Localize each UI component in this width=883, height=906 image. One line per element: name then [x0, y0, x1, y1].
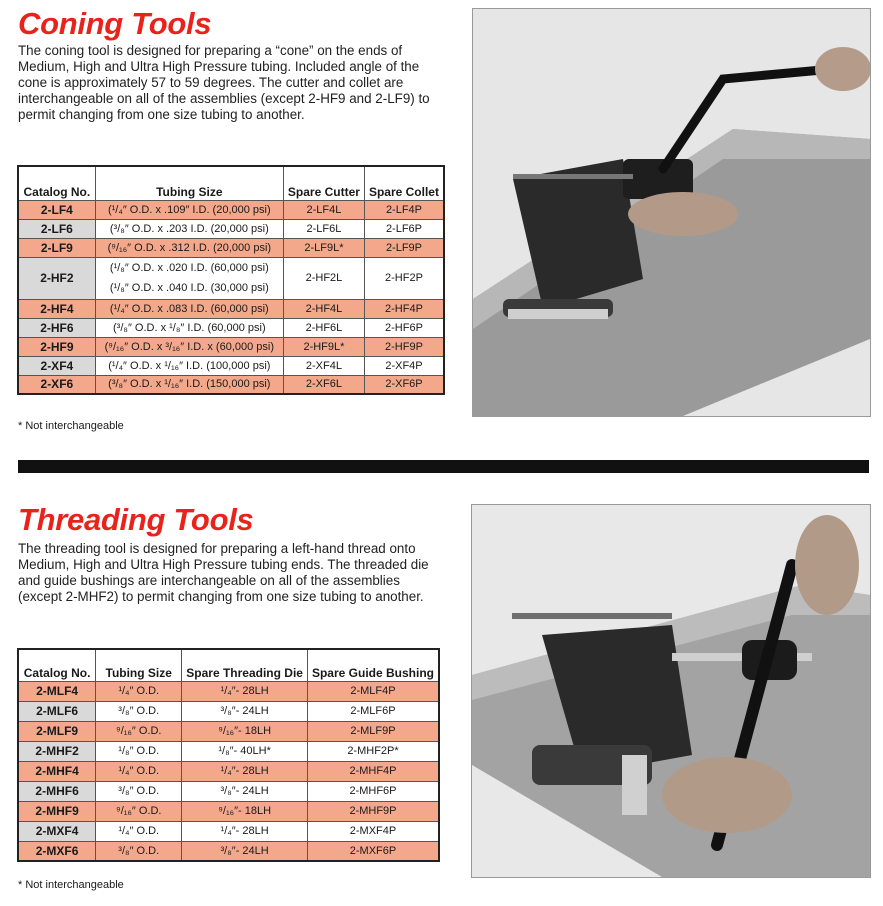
catalog-cell: 2-XF6	[18, 375, 95, 394]
catalog-cell: 2-LF6	[18, 219, 95, 238]
spare-cutter-cell: 2-XF4L	[283, 356, 364, 375]
table-row	[18, 356, 444, 375]
threading-die-cell: ³/₈″- 24LH	[182, 781, 308, 801]
guide-bushing-cell: 2-MLF9P	[307, 721, 439, 741]
threading-footnote: * Not interchangeable	[18, 879, 124, 891]
guide-bushing-cell: 2-MXF6P	[307, 841, 439, 861]
spare-collet-cell: 2-LF6P	[364, 219, 444, 238]
section-divider	[18, 460, 869, 473]
catalog-cell: 2-HF4	[18, 299, 95, 318]
guide-bushing-cell: 2-MHF9P	[307, 801, 439, 821]
catalog-cell: 2-HF2	[18, 257, 95, 299]
spare-cutter-cell: 2-LF6L	[283, 219, 364, 238]
table-row	[18, 200, 444, 219]
tubing-size-cell: ¹/₄″ O.D.	[96, 761, 182, 781]
spare-collet-cell: 2-XF4P	[364, 356, 444, 375]
threading-die-cell: ¹/₄″- 28LH	[182, 681, 308, 701]
table-row	[18, 821, 439, 841]
catalog-cell: 2-HF9	[18, 337, 95, 356]
table-row	[18, 257, 444, 299]
tubing-size-cell: (³/₈″ O.D. x ¹/₁₆″ I.D. (150,000 psi)	[95, 375, 283, 394]
table-row	[18, 238, 444, 257]
tubing-size-cell: (⁹/₁₆″ O.D. x .312 I.D. (20,000 psi)	[95, 238, 283, 257]
catalog-cell: 2-MXF4	[18, 821, 96, 841]
catalog-cell: 2-MXF6	[18, 841, 96, 861]
tubing-size-line: (¹/₈″ O.D. x .040 I.D. (30,000 psi)	[109, 282, 269, 294]
table-row	[18, 841, 439, 861]
tubing-size-cell: ⁹/₁₆″ O.D.	[96, 801, 182, 821]
spare-cutter-cell: 2-HF2L	[283, 257, 364, 299]
guide-bushing-cell: 2-MXF4P	[307, 821, 439, 841]
tubing-size-cell: ³/₈″ O.D.	[96, 781, 182, 801]
tubing-size-cell: (¹/₄″ O.D. x ¹/₁₆″ I.D. (100,000 psi)	[95, 356, 283, 375]
table-row	[18, 337, 444, 356]
threading-tool-photo	[471, 504, 871, 878]
threading-spec-table	[17, 648, 440, 862]
table-row	[18, 219, 444, 238]
spare-cutter-cell: 2-XF6L	[283, 375, 364, 394]
header-spare-collet: Spare Collet	[364, 166, 444, 200]
tubing-size-cell	[95, 257, 283, 299]
spare-collet-cell: 2-XF6P	[364, 375, 444, 394]
spare-collet-cell: 2-LF4P	[364, 200, 444, 219]
coning-spec-table	[17, 165, 445, 395]
tubing-size-cell: ¹/₈″ O.D.	[96, 741, 182, 761]
spare-cutter-cell: 2-HF6L	[283, 318, 364, 337]
table-row	[18, 801, 439, 821]
tubing-size-cell: ³/₈″ O.D.	[96, 701, 182, 721]
spare-collet-cell: 2-HF2P	[364, 257, 444, 299]
table-row	[18, 701, 439, 721]
coning-description: The coning tool is designed for preparing a “cone” on the ends of Medium, High and Ultra High Pressure tubing. Included angle of the cone is approximately 57 to 59 degrees. The cutter and collet are interchangeable on all of the assemblies (except 2-HF9 and 2-LF9) to permit changing from one size tubing to another.	[18, 43, 430, 122]
tubing-size-cell: ¹/₄″ O.D.	[96, 681, 182, 701]
table-row	[18, 299, 444, 318]
catalog-cell: 2-HF6	[18, 318, 95, 337]
threading-die-cell: ¹/₄″- 28LH	[182, 821, 308, 841]
threading-die-cell: ¹/₄″- 28LH	[182, 761, 308, 781]
tubing-size-cell: (³/₈″ O.D. x .203 I.D. (20,000 psi)	[95, 219, 283, 238]
guide-bushing-cell: 2-MLF6P	[307, 701, 439, 721]
guide-bushing-cell: 2-MHF4P	[307, 761, 439, 781]
table-row	[18, 318, 444, 337]
catalog-cell: 2-LF4	[18, 200, 95, 219]
catalog-cell: 2-MLF4	[18, 681, 96, 701]
header-tubing-size: Tubing Size	[95, 166, 283, 200]
threading-die-cell: ⁹/₁₆″- 18LH	[182, 721, 308, 741]
header-catalog-no: Catalog No.	[18, 649, 96, 681]
catalog-cell: 2-MHF4	[18, 761, 96, 781]
guide-bushing-cell: 2-MLF4P	[307, 681, 439, 701]
threading-die-cell: ³/₈″- 24LH	[182, 701, 308, 721]
header-spare-threading-die: Spare Threading Die	[182, 649, 308, 681]
catalog-cell: 2-MHF2	[18, 741, 96, 761]
header-tubing-size: Tubing Size	[96, 649, 182, 681]
spare-collet-cell: 2-HF6P	[364, 318, 444, 337]
spare-cutter-cell: 2-HF9L*	[283, 337, 364, 356]
spare-collet-cell: 2-HF4P	[364, 299, 444, 318]
table-row	[18, 681, 439, 701]
table-row	[18, 741, 439, 761]
table-row	[18, 375, 444, 394]
threading-die-cell: ¹/₈″- 40LH*	[182, 741, 308, 761]
table-row	[18, 721, 439, 741]
threading-die-cell: ⁹/₁₆″- 18LH	[182, 801, 308, 821]
threading-description: The threading tool is designed for preparing a left-hand thread onto Medium, High and Ultra High Pressure tubing ends. The threaded die and guide bushings are interchangeable on all of the assemblies (except 2-MHF2) to permit changing from one size tubing to another.	[18, 541, 429, 604]
threading-die-cell: ³/₈″- 24LH	[182, 841, 308, 861]
guide-bushing-cell: 2-MHF2P*	[307, 741, 439, 761]
catalog-cell: 2-MHF9	[18, 801, 96, 821]
coning-tool-photo	[472, 8, 871, 417]
catalog-cell: 2-MLF9	[18, 721, 96, 741]
tubing-size-cell: ⁹/₁₆″ O.D.	[96, 721, 182, 741]
tubing-size-line: (¹/₈″ O.D. x .020 I.D. (60,000 psi)	[109, 262, 269, 274]
table-row	[18, 781, 439, 801]
coning-footnote: * Not interchangeable	[18, 420, 124, 432]
spare-cutter-cell: 2-LF4L	[283, 200, 364, 219]
guide-bushing-cell: 2-MHF6P	[307, 781, 439, 801]
catalog-cell: 2-LF9	[18, 238, 95, 257]
tubing-size-cell: (¹/₄″ O.D. x .109″ I.D. (20,000 psi)	[95, 200, 283, 219]
tubing-size-cell: ¹/₄″ O.D.	[96, 821, 182, 841]
spare-collet-cell: 2-LF9P	[364, 238, 444, 257]
spare-cutter-cell: 2-LF9L*	[283, 238, 364, 257]
coning-title: Coning Tools	[18, 6, 212, 41]
table-row	[18, 761, 439, 781]
spare-cutter-cell: 2-HF4L	[283, 299, 364, 318]
threading-title: Threading Tools	[18, 502, 254, 537]
header-spare-guide-bushing: Spare Guide Bushing	[307, 649, 439, 681]
spare-collet-cell: 2-HF9P	[364, 337, 444, 356]
tubing-size-cell: (¹/₄″ O.D. x .083 I.D. (60,000 psi)	[95, 299, 283, 318]
catalog-cell: 2-MHF6	[18, 781, 96, 801]
header-spare-cutter: Spare Cutter	[283, 166, 364, 200]
tubing-size-cell: (³/₈″ O.D. x ¹/₈″ I.D. (60,000 psi)	[95, 318, 283, 337]
tubing-size-cell: ³/₈″ O.D.	[96, 841, 182, 861]
tubing-size-cell: (⁹/₁₆″ O.D. x ³/₁₆″ I.D. x (60,000 psi)	[95, 337, 283, 356]
catalog-cell: 2-MLF6	[18, 701, 96, 721]
catalog-cell: 2-XF4	[18, 356, 95, 375]
header-catalog-no: Catalog No.	[18, 166, 95, 200]
